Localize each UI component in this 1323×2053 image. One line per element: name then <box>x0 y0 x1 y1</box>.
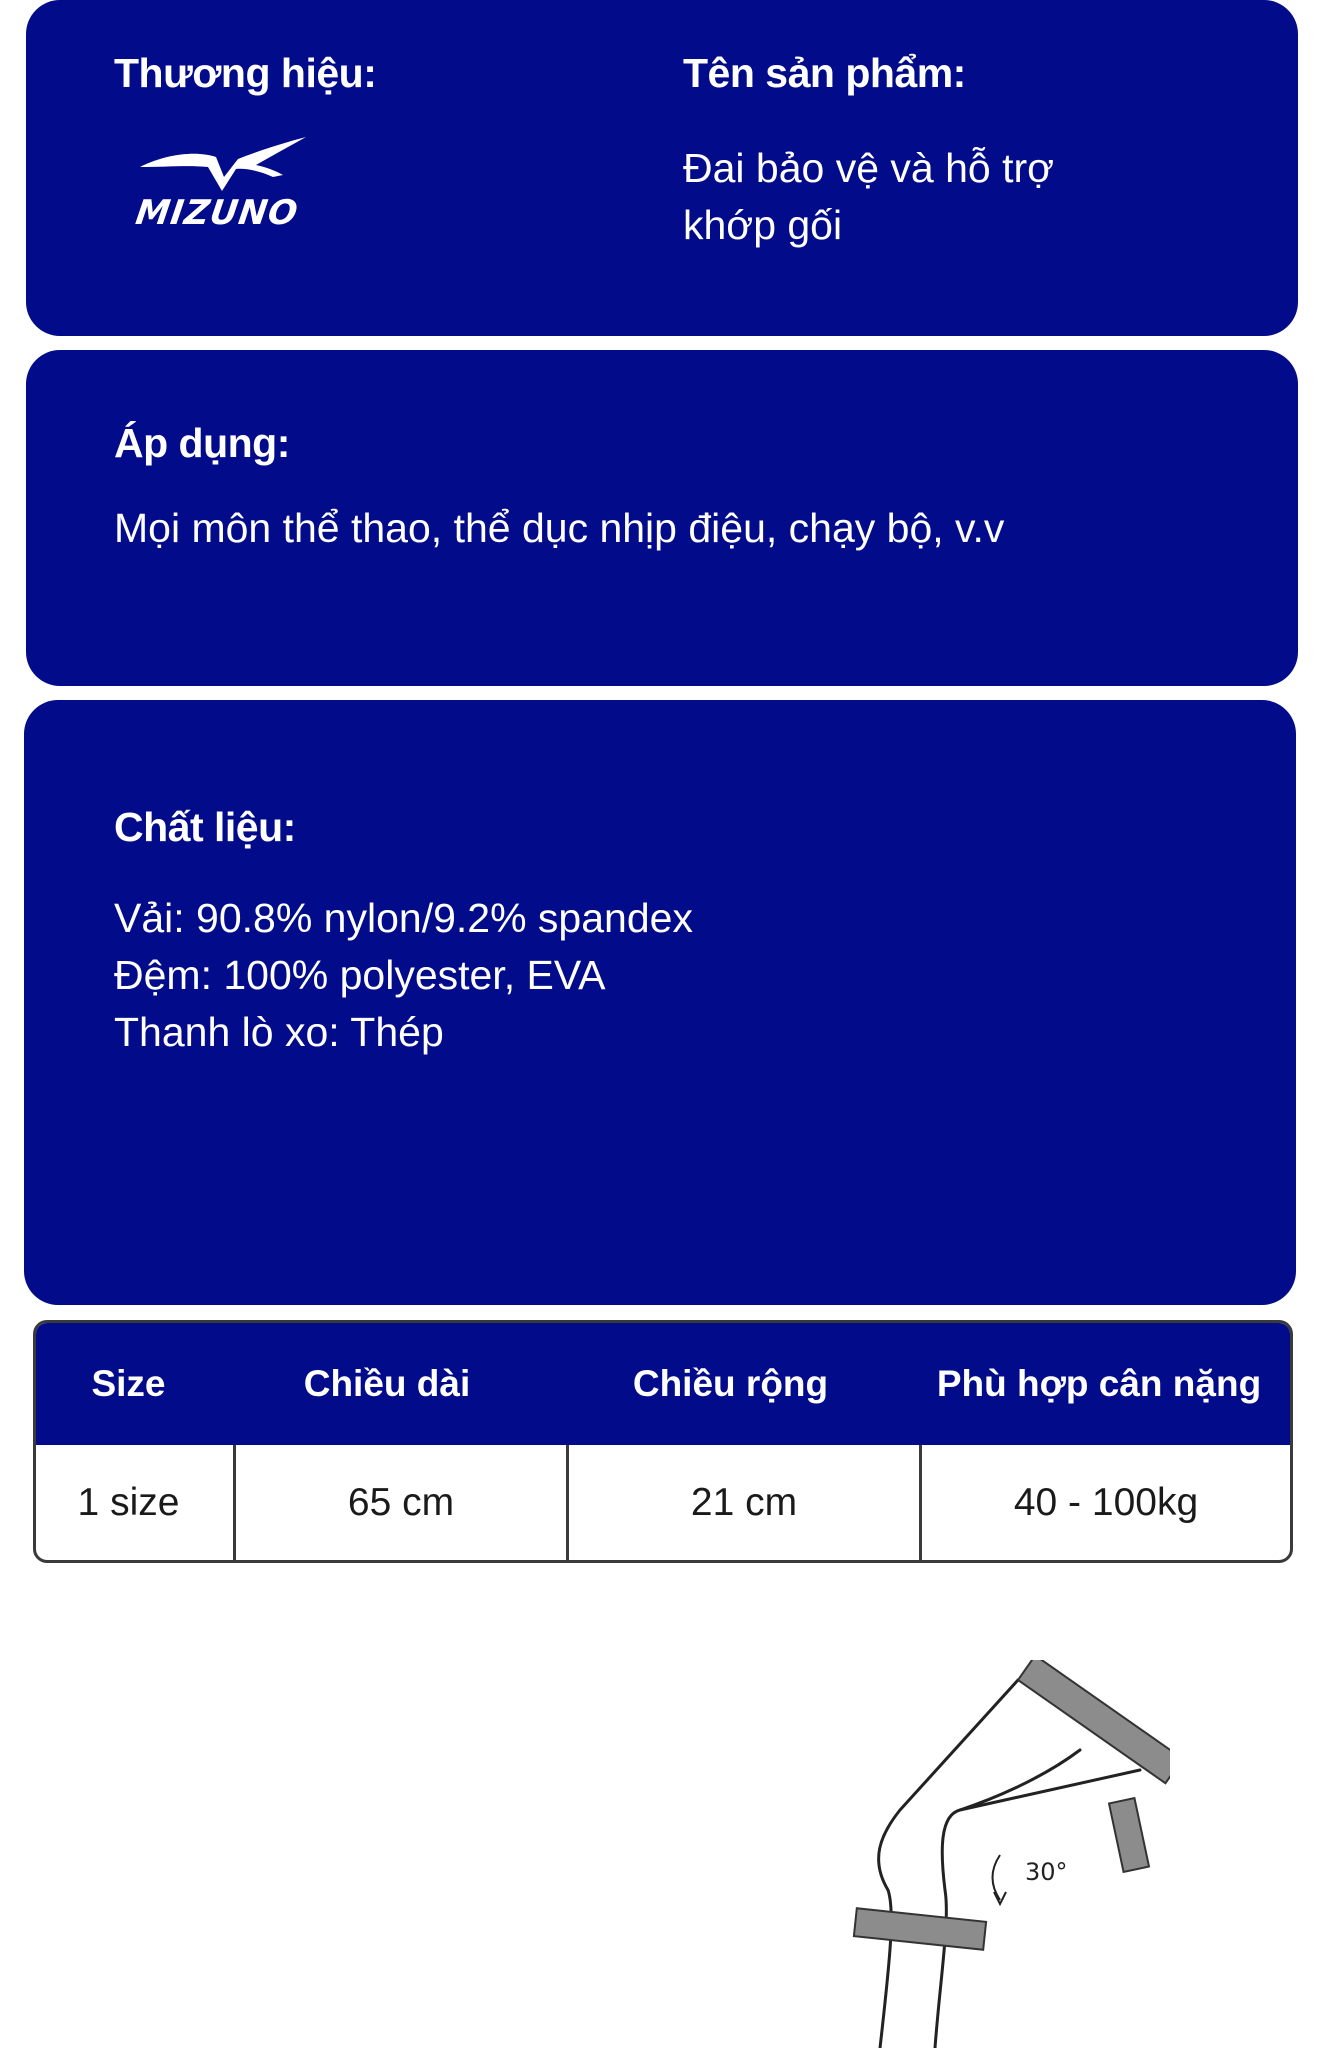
application-card <box>26 350 1298 686</box>
header-length: Chiều dài <box>303 1363 471 1404</box>
table-row <box>36 1445 1290 1560</box>
knee-measurement-illustration <box>840 1660 1170 2053</box>
header-width: Chiều rộng <box>632 1363 829 1404</box>
material-line: Đệm: 100% polyester, EVA <box>114 952 606 998</box>
size-table <box>33 1320 1293 1563</box>
cell-size: 1 size <box>77 1480 180 1524</box>
application-text: Mọi môn thể thao, thể dục nhịp điệu, chạy bộ, v.v <box>114 505 1005 551</box>
logo-wordmark: MIZUNO <box>133 193 301 233</box>
cell-width: 21 cm <box>690 1480 798 1524</box>
brand-product-card <box>26 0 1298 336</box>
product-name <box>683 140 1054 254</box>
knee-diagram-icon <box>840 1660 1170 2048</box>
table-header-row <box>36 1323 1290 1445</box>
material-label: Chất liệu: <box>114 804 296 850</box>
mizuno-logo <box>133 135 308 240</box>
application-label: Áp dụng: <box>114 420 290 466</box>
angle-label: 30° <box>1025 1858 1068 1886</box>
material-line: Vải: 90.8% nylon/9.2% spandex <box>114 895 693 941</box>
header-size: Size <box>91 1363 166 1404</box>
cell-length: 65 cm <box>347 1480 455 1524</box>
product-name-line: Đai bảo vệ và hỗ trợ <box>683 145 1055 191</box>
product-name-line: khớp gối <box>683 202 843 248</box>
brand-label: Thương hiệu: <box>114 50 377 96</box>
cell-weight: 40 - 100kg <box>1013 1480 1199 1524</box>
material-line: Thanh lò xo: Thép <box>114 1009 444 1055</box>
product-name-label: Tên sản phẩm: <box>683 50 966 96</box>
header-weight: Phù hợp cân nặng <box>936 1363 1262 1404</box>
material-lines <box>114 890 693 1061</box>
material-card <box>24 700 1296 1305</box>
